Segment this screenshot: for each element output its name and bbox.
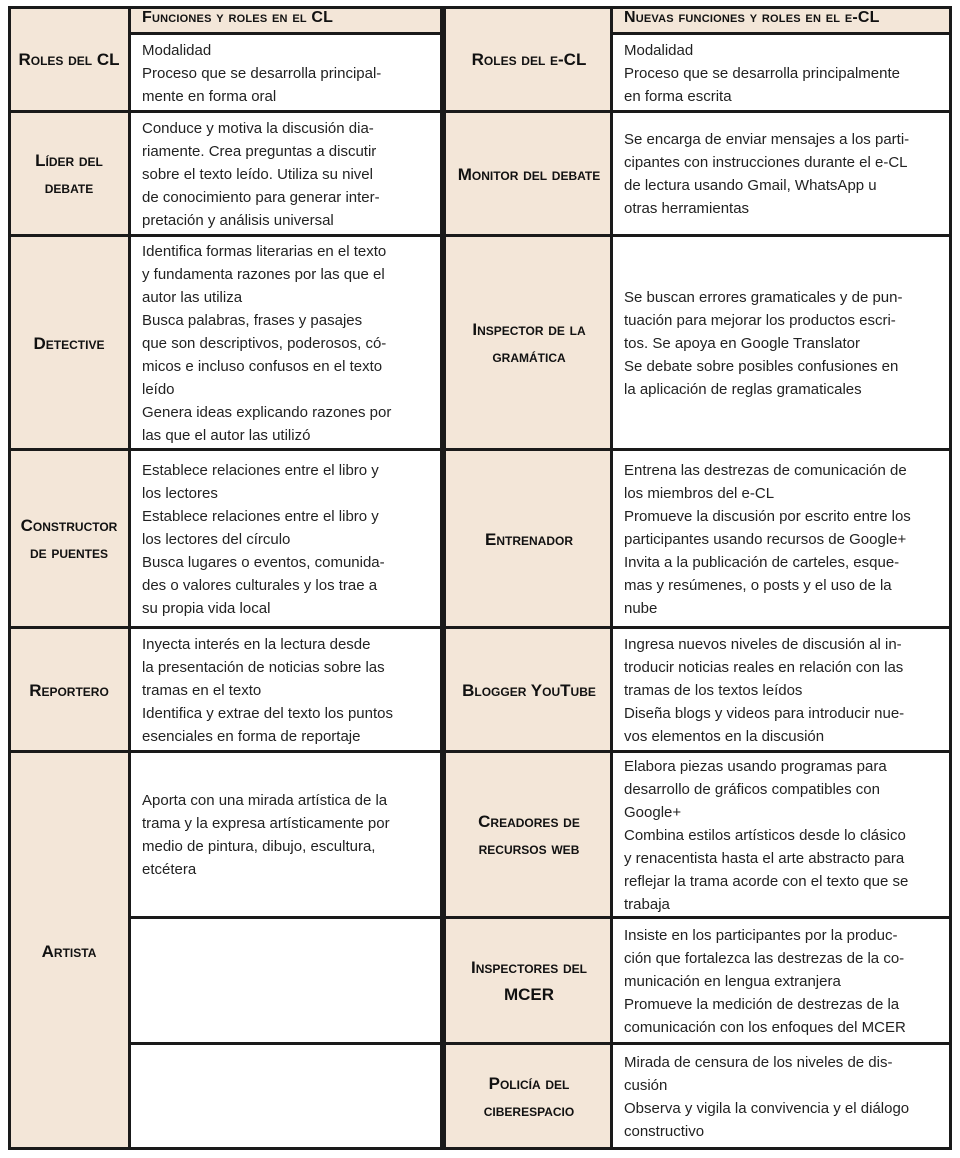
desc-line: Establece relaciones entre el libro y	[142, 507, 379, 525]
desc-line: Promueve la medición de destrezas de la	[624, 995, 900, 1013]
desc-line: Genera ideas explicando razones por	[142, 403, 392, 421]
divider	[128, 916, 440, 919]
desc-line: Busca palabras, frases y pasajes	[142, 311, 363, 329]
ecl-desc-creadores	[612, 752, 952, 918]
divider	[446, 110, 952, 113]
cl-desc-empty-2	[130, 1044, 440, 1150]
desc-line: Aporta con una mirada artística de la	[142, 792, 388, 809]
ecl-table-header: Nuevas funciones y roles en el e-CL	[612, 6, 952, 34]
divider	[446, 1042, 952, 1045]
cl-desc-empty-1	[130, 918, 440, 1044]
ecl-role-inspectores-mcer: Inspectores del MCER	[446, 918, 612, 1044]
desc-line: Promueve la discusión por escrito entre los	[624, 507, 911, 525]
desc-line: esenciales en forma de reportaje	[142, 727, 361, 745]
desc-line: los miembros del e-CL	[624, 484, 775, 502]
desc-line: Google+	[624, 803, 682, 821]
desc-line: Elabora piezas usando programas para	[624, 757, 887, 775]
divider	[8, 110, 440, 113]
divider	[446, 916, 952, 919]
cl-desc-lider	[130, 112, 440, 236]
desc-line: cipantes con instrucciones durante el e-CL	[624, 154, 908, 171]
desc-line: de lectura usando Gmail, WhatsApp u	[624, 177, 877, 194]
desc-line: tos. Se apoya en Google Translator	[624, 334, 860, 352]
desc-line: desarrollo de gráficos compatibles con	[624, 780, 880, 798]
ecl-table	[440, 6, 952, 1150]
desc-line: tuación para mejorar los productos escri-	[624, 311, 896, 329]
ecl-desc-policia	[612, 1044, 952, 1150]
desc-line: trabaja	[624, 895, 670, 913]
ecl-desc-entrenador	[612, 450, 952, 628]
desc-line: leído	[142, 380, 175, 398]
divider	[128, 32, 440, 35]
desc-line: Conduce y motiva la discusión dia-	[142, 119, 374, 137]
desc-line: comunicación con los enfoques del MCER	[624, 1018, 906, 1036]
divider	[128, 6, 131, 1150]
desc-line: Combina estilos artísticos desde lo clásico	[624, 826, 906, 844]
desc-line: reflejar la trama acorde con el texto que se	[624, 872, 909, 890]
desc-line: medio de pintura, dibujo, escultura,	[142, 838, 376, 855]
desc-line: Se encarga de enviar mensajes a los parti-	[624, 131, 910, 148]
divider	[8, 234, 440, 237]
divider	[446, 626, 952, 629]
desc-line: Mirada de censura de los niveles de dis-	[624, 1054, 893, 1071]
cl-desc-roles	[130, 34, 440, 112]
desc-line: riamente. Crea preguntas a discutir	[142, 142, 377, 160]
divider	[128, 1042, 440, 1045]
ecl-role-roles: Roles del e-CL	[446, 6, 612, 112]
cl-role-constructor: Constructor de puentes	[8, 450, 130, 628]
desc-line: otras herramientas	[624, 200, 750, 217]
divider	[446, 750, 952, 753]
desc-line: vos elementos en la discusión	[624, 727, 825, 745]
desc-line: Entrena las destrezas de comunicación de	[624, 461, 907, 479]
divider	[8, 626, 440, 629]
desc-line: etcétera	[142, 861, 197, 878]
desc-line: Proceso que se desarrolla principal-	[142, 64, 382, 82]
desc-line: Insiste en los participantes por la produc-	[624, 926, 898, 944]
desc-line: de conocimiento para generar inter-	[142, 188, 380, 206]
cl-desc-detective	[130, 236, 440, 450]
desc-line: tramas en el texto	[142, 681, 262, 699]
divider	[446, 448, 952, 451]
ecl-role-blogger: Blogger YouTube	[446, 628, 612, 752]
ecl-role-entrenador: Entrenador	[446, 450, 612, 628]
desc-line: Ingresa nuevos niveles de discusión al in-	[624, 635, 902, 653]
desc-line: y renacentista hasta el arte abstracto para	[624, 849, 905, 867]
desc-line: Modalidad	[624, 41, 694, 59]
desc-line: en forma escrita	[624, 87, 732, 105]
cl-role-roles: Roles del CL	[8, 6, 130, 112]
cl-table	[8, 6, 440, 1150]
desc-line: los lectores	[142, 484, 218, 502]
cl-desc-reportero	[130, 628, 440, 752]
desc-line: Proceso que se desarrolla principalmente	[624, 64, 900, 82]
desc-line: tramas de los textos leídos	[624, 681, 803, 699]
desc-line: Modalidad	[142, 41, 212, 59]
desc-line: los lectores del círculo	[142, 530, 291, 548]
desc-line: troducir noticias reales en relación con las	[624, 658, 904, 676]
cl-table-header: Funciones y roles en el CL	[130, 6, 440, 34]
ecl-role-inspector-gramatica: Inspector de la gramática	[446, 236, 612, 450]
divider	[610, 32, 952, 35]
desc-line: Se debate sobre posibles confusiones en	[624, 357, 899, 375]
divider	[8, 448, 440, 451]
desc-line: ción que fortalezca las destrezas de la co-	[624, 949, 905, 967]
desc-line: Se buscan errores gramaticales y de pun-	[624, 288, 903, 306]
desc-line: sobre el texto leído. Utiliza su nivel	[142, 165, 373, 183]
cl-role-lider: Líder del debate	[8, 112, 130, 236]
desc-line: Invita a la publicación de carteles, esque-	[624, 553, 900, 571]
desc-line: Establece relaciones entre el libro y	[142, 461, 379, 479]
desc-line: que son descriptivos, poderosos, có-	[142, 334, 387, 352]
desc-line: autor las utiliza	[142, 288, 243, 306]
desc-line: mente en forma oral	[142, 87, 277, 105]
ecl-desc-inspector-gramatica	[612, 236, 952, 450]
desc-line: micos e incluso confusos en el texto	[142, 357, 383, 375]
desc-line: la aplicación de reglas gramaticales	[624, 380, 862, 398]
roles-comparison-table	[8, 6, 952, 1150]
desc-line: cusión	[624, 1077, 668, 1094]
desc-line: mas y resúmenes, o posts y el uso de la	[624, 576, 892, 594]
ecl-desc-monitor	[612, 112, 952, 236]
desc-line: des o valores culturales y los trae a	[142, 576, 378, 594]
desc-line: Inyecta interés en la lectura desde	[142, 635, 371, 653]
desc-line: su propia vida local	[142, 599, 271, 617]
ecl-desc-roles	[612, 34, 952, 112]
desc-line: Busca lugares o eventos, comunida-	[142, 553, 385, 571]
divider	[610, 6, 613, 1150]
ecl-role-creadores: Creadores de recursos web	[446, 752, 612, 918]
desc-line: municación en lengua extranjera	[624, 972, 841, 990]
ecl-desc-inspectores-mcer	[612, 918, 952, 1044]
desc-line: y fundamenta razones por las que el	[142, 265, 385, 283]
desc-line: Identifica y extrae del texto los puntos	[142, 704, 393, 722]
ecl-role-policia: Policía del ciberespacio	[446, 1044, 612, 1150]
divider	[8, 750, 440, 753]
desc-line: nube	[624, 599, 658, 617]
divider	[446, 234, 952, 237]
desc-line: trama y la expresa artísticamente por	[142, 815, 390, 832]
desc-line: participantes usando recursos de Google+	[624, 530, 907, 548]
desc-line: las que el autor las utilizó	[142, 426, 311, 444]
cl-role-detective: Detective	[8, 236, 130, 450]
desc-line: Diseña blogs y videos para introducir nue-	[624, 704, 905, 722]
ecl-desc-blogger	[612, 628, 952, 752]
ecl-role-monitor: Monitor del debate	[446, 112, 612, 236]
cl-role-artista: Artista	[8, 752, 130, 1150]
desc-line: constructivo	[624, 1123, 705, 1140]
cl-role-reportero: Reportero	[8, 628, 130, 752]
desc-line: Identifica formas literarias en el texto	[142, 242, 387, 260]
desc-line: pretación y análisis universal	[142, 211, 334, 229]
desc-line: Observa y vigila la convivencia y el diálogo	[624, 1100, 910, 1117]
desc-line: la presentación de noticias sobre las	[142, 658, 385, 676]
cl-desc-constructor	[130, 450, 440, 628]
cl-desc-artista	[130, 752, 440, 918]
